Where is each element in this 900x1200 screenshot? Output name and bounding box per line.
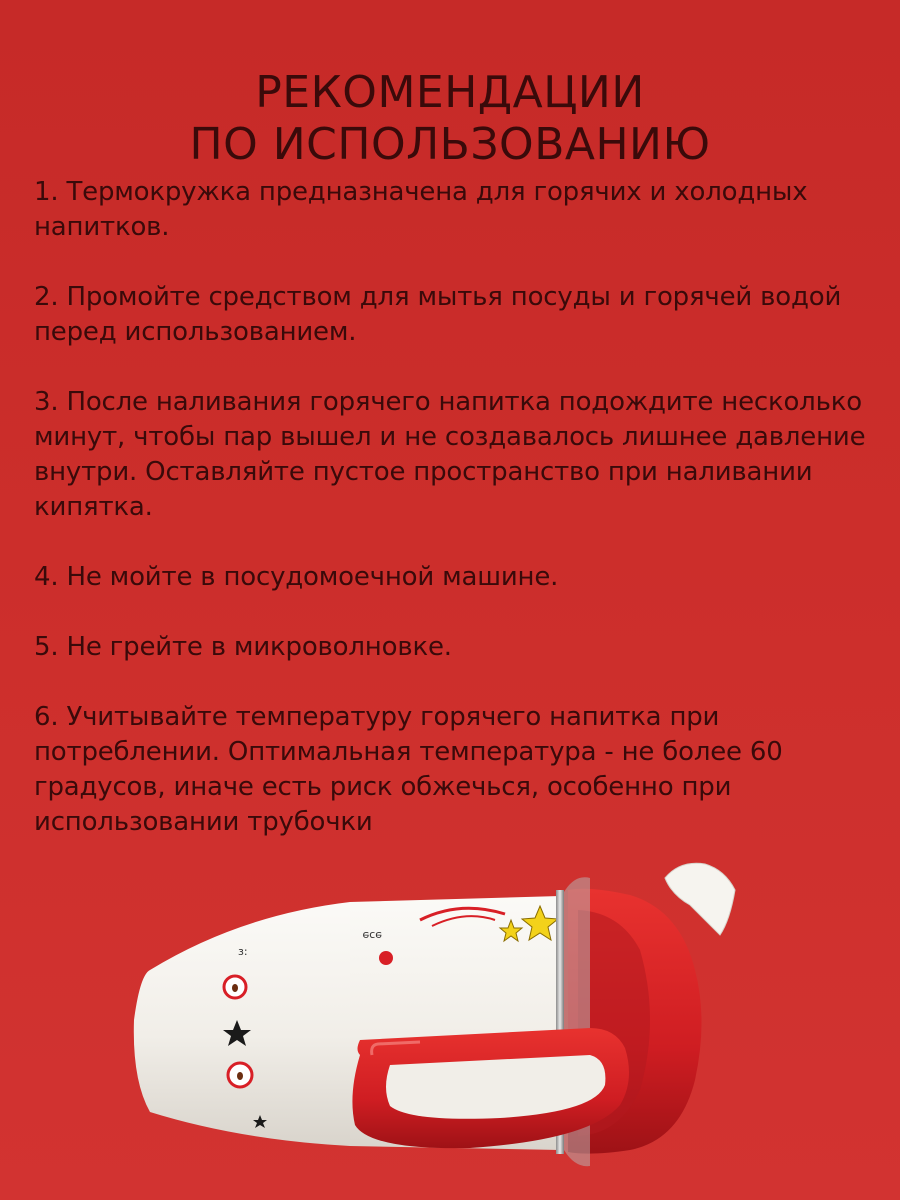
apple-icon: [379, 951, 393, 965]
mug-print-mark: ɘɔɘ: [362, 929, 382, 942]
mug-flip-cap: [665, 863, 735, 935]
recommendation-item: 3. После наливания горячего напитка подождите несколько минут, чтобы пар вышел и не создавалось лишнее давление внутри. Оставляйте пустое пространство при наливании кипятка.: [34, 387, 866, 522]
thermo-mug-illustration: [120, 850, 760, 1170]
recommendation-item: 1. Термокружка предназначена для горячих и холодных напитков.: [34, 177, 808, 242]
apple-icon: [228, 1063, 252, 1087]
recommendation-item: 6. Учитывайте температуру горячего напитка при потреблении. Оптимальная температура - не более 60 градусов, иначе есть риск обжечься, особенно при использовании трубочки: [34, 702, 783, 837]
page-title: [0, 67, 900, 171]
title-line-1: РЕКОМЕНДАЦИИ: [255, 67, 645, 119]
mug-print-mark: ɜ:: [238, 945, 248, 958]
recommendation-item: 4. Не мойте в посудомоечной машине.: [34, 562, 559, 592]
title-line-2: ПО ИСПОЛЬЗОВАНИЮ: [189, 119, 711, 171]
recommendation-item: 5. Не грейте в микроволновке.: [34, 632, 452, 662]
apple-icon: [224, 976, 246, 998]
recommendation-item: 2. Промойте средством для мытья посуды и горячей водой перед использованием.: [34, 282, 842, 347]
mug-body: [134, 902, 350, 1146]
